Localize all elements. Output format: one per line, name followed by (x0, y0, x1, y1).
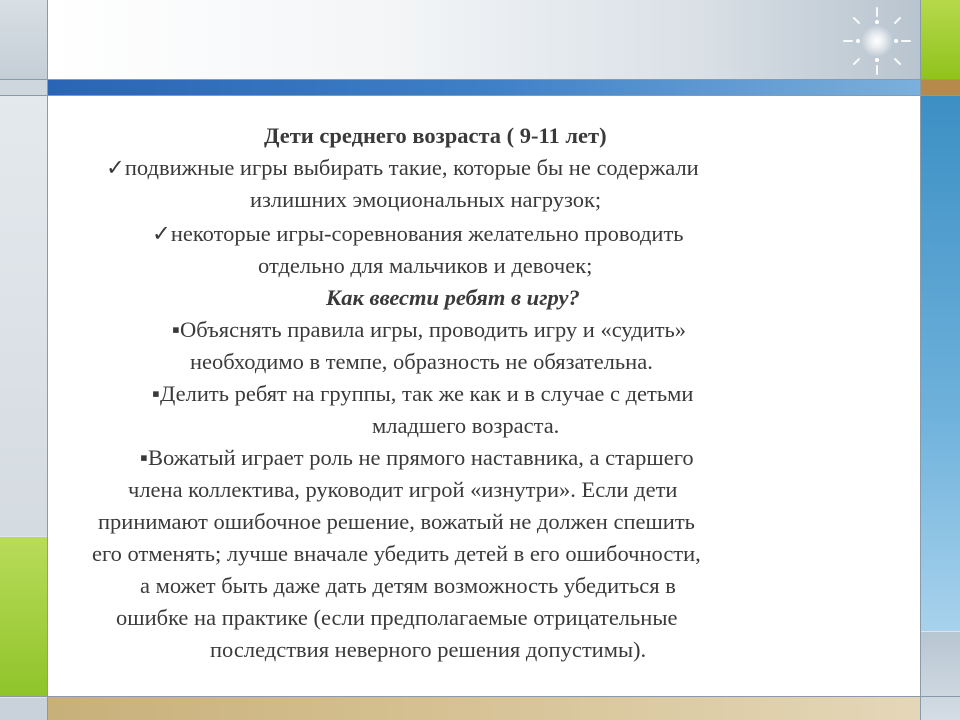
sparkle-icon (842, 6, 912, 76)
bullet-icon: ▪ (140, 445, 148, 470)
check-icon: ✓ (152, 221, 171, 246)
list-item-cont: младшего возраста. (372, 413, 560, 438)
list-item: ▪Делить ребят на группы, так же как и в случае с детьми (152, 381, 694, 406)
tan-accent-block (921, 80, 960, 95)
divider-bottom (0, 696, 960, 697)
slide-title: Дети среднего возраста ( 9-11 лет) (264, 123, 607, 148)
list-item-cont: а может быть даже дать детям возможность убедиться в (140, 573, 676, 598)
list-item-cont: последствия неверного решения допустимы). (210, 637, 647, 662)
list-item: ✓подвижные игры выбирать такие, которые бы не содержали (106, 155, 699, 180)
list-item-cont: его отменять; лучше вначале убедить детей в его ошибочности, (92, 541, 701, 566)
bottom-tan-bar (48, 697, 920, 720)
left-green-block (0, 537, 47, 697)
right-bottom-block (921, 632, 960, 720)
left-bottom-block (0, 698, 47, 720)
slide-content (48, 96, 920, 696)
blue-accent-bar (48, 80, 920, 95)
left-column-block (0, 96, 47, 536)
right-blue-block (921, 96, 960, 631)
section-subtitle: Как ввести ребят в игру? (326, 285, 580, 310)
top-right-green-block (921, 0, 960, 80)
bullet-icon: ▪ (172, 317, 180, 342)
list-item: ▪Вожатый играет роль не прямого наставника, а старшего (140, 445, 694, 470)
check-icon: ✓ (106, 155, 125, 180)
list-item-cont: ошибке на практике (если предполагаемые отрицательные (116, 605, 678, 630)
list-item-cont: принимают ошибочное решение, вожатый не должен спешить (98, 509, 695, 534)
list-item: ✓некоторые игры-соревнования желательно проводить (152, 221, 684, 246)
top-banner (48, 0, 920, 80)
top-left-block (0, 0, 47, 80)
bullet-icon: ▪ (152, 381, 160, 406)
left-strip (0, 80, 47, 95)
list-item-cont: необходимо в темпе, образность не обязательна. (190, 349, 653, 374)
list-item-cont: отдельно для мальчиков и девочек; (258, 253, 593, 278)
list-item-cont: члена коллектива, руководит игрой «изнутри». Если дети (128, 477, 678, 502)
list-item: ▪Объяснять правила игры, проводить игру и «судить» (172, 317, 687, 342)
list-item-cont: излишних эмоциональных нагрузок; (250, 187, 602, 212)
divider-right (920, 0, 921, 720)
divider-top (0, 79, 960, 80)
